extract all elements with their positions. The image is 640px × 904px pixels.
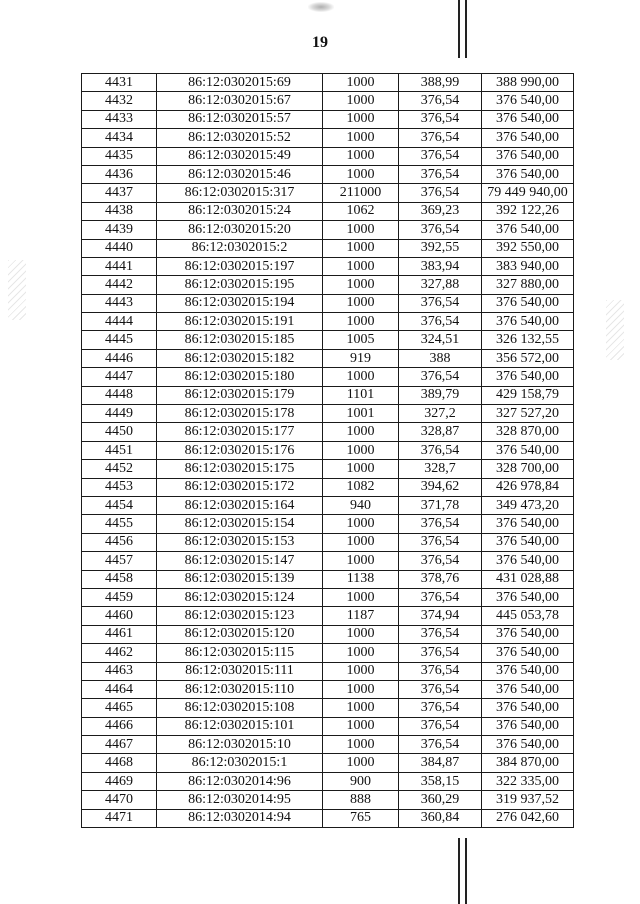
rate-cell: 376,54 (399, 184, 482, 202)
amount-cell: 328 870,00 (482, 423, 574, 441)
cadastral-number-cell: 86:12:0302015:179 (157, 386, 323, 404)
rate-cell: 376,54 (399, 515, 482, 533)
rate-cell: 376,54 (399, 533, 482, 551)
rate-cell: 376,54 (399, 129, 482, 147)
parcel-table-body (82, 74, 574, 828)
table-row (82, 92, 574, 110)
area-cell: 1000 (323, 754, 399, 772)
amount-cell: 376 540,00 (482, 662, 574, 680)
area-cell: 1101 (323, 386, 399, 404)
area-cell: 1000 (323, 662, 399, 680)
table-row (82, 607, 574, 625)
area-cell: 765 (323, 809, 399, 827)
amount-cell: 276 042,60 (482, 809, 574, 827)
amount-cell: 376 540,00 (482, 129, 574, 147)
row-number-cell: 4462 (82, 644, 157, 662)
cadastral-number-cell: 86:12:0302015:194 (157, 294, 323, 312)
rate-cell: 376,54 (399, 368, 482, 386)
row-number-cell: 4467 (82, 736, 157, 754)
table-row (82, 460, 574, 478)
amount-cell: 376 540,00 (482, 147, 574, 165)
area-cell: 1000 (323, 313, 399, 331)
area-cell: 900 (323, 772, 399, 790)
row-number-cell: 4448 (82, 386, 157, 404)
area-cell: 1187 (323, 607, 399, 625)
amount-cell: 388 990,00 (482, 74, 574, 92)
row-number-cell: 4450 (82, 423, 157, 441)
table-row (82, 680, 574, 698)
row-number-cell: 4458 (82, 570, 157, 588)
area-cell: 1000 (323, 257, 399, 275)
cadastral-number-cell: 86:12:0302015:52 (157, 129, 323, 147)
rate-cell: 360,29 (399, 791, 482, 809)
row-number-cell: 4469 (82, 772, 157, 790)
row-number-cell: 4468 (82, 754, 157, 772)
rate-cell: 358,15 (399, 772, 482, 790)
area-cell: 1000 (323, 147, 399, 165)
row-number-cell: 4454 (82, 496, 157, 514)
amount-cell: 376 540,00 (482, 165, 574, 183)
area-cell: 1000 (323, 533, 399, 551)
rate-cell: 376,54 (399, 552, 482, 570)
page-number: 19 (312, 34, 328, 51)
cadastral-number-cell: 86:12:0302015:124 (157, 588, 323, 606)
rate-cell: 376,54 (399, 441, 482, 459)
amount-cell: 384 870,00 (482, 754, 574, 772)
rate-cell: 384,87 (399, 754, 482, 772)
amount-cell: 319 937,52 (482, 791, 574, 809)
area-cell: 1000 (323, 129, 399, 147)
amount-cell: 327 527,20 (482, 405, 574, 423)
cadastral-number-cell: 86:12:0302015:108 (157, 699, 323, 717)
rate-cell: 376,54 (399, 625, 482, 643)
cadastral-number-cell: 86:12:0302015:178 (157, 405, 323, 423)
rate-cell: 327,88 (399, 276, 482, 294)
table-row (82, 772, 574, 790)
area-cell: 211000 (323, 184, 399, 202)
cadastral-number-cell: 86:12:0302015:46 (157, 165, 323, 183)
rate-cell: 388,99 (399, 74, 482, 92)
amount-cell: 376 540,00 (482, 515, 574, 533)
cadastral-number-cell: 86:12:0302015:175 (157, 460, 323, 478)
cadastral-number-cell: 86:12:0302015:120 (157, 625, 323, 643)
rate-cell: 324,51 (399, 331, 482, 349)
area-cell: 1062 (323, 202, 399, 220)
amount-cell: 392 122,26 (482, 202, 574, 220)
cadastral-number-cell: 86:12:0302014:95 (157, 791, 323, 809)
table-row (82, 552, 574, 570)
rate-cell: 360,84 (399, 809, 482, 827)
area-cell: 1000 (323, 515, 399, 533)
amount-cell: 426 978,84 (482, 478, 574, 496)
cadastral-number-cell: 86:12:0302015:195 (157, 276, 323, 294)
cadastral-number-cell: 86:12:0302015:115 (157, 644, 323, 662)
row-number-cell: 4455 (82, 515, 157, 533)
area-cell: 1082 (323, 478, 399, 496)
table-row (82, 313, 574, 331)
amount-cell: 431 028,88 (482, 570, 574, 588)
table-row (82, 386, 574, 404)
table-row (82, 588, 574, 606)
rate-cell: 376,54 (399, 588, 482, 606)
area-cell: 1000 (323, 276, 399, 294)
amount-cell: 376 540,00 (482, 313, 574, 331)
rate-cell: 376,54 (399, 92, 482, 110)
scan-artifact (308, 2, 334, 12)
row-number-cell: 4456 (82, 533, 157, 551)
table-row (82, 129, 574, 147)
cadastral-number-cell: 86:12:0302015:1 (157, 754, 323, 772)
table-row (82, 809, 574, 827)
rate-cell: 376,54 (399, 717, 482, 735)
table-row (82, 368, 574, 386)
row-number-cell: 4441 (82, 257, 157, 275)
cadastral-number-cell: 86:12:0302015:20 (157, 221, 323, 239)
amount-cell: 383 940,00 (482, 257, 574, 275)
area-cell: 1138 (323, 570, 399, 588)
row-number-cell: 4436 (82, 165, 157, 183)
cadastral-number-cell: 86:12:0302015:111 (157, 662, 323, 680)
table-row (82, 74, 574, 92)
table-row (82, 644, 574, 662)
table-row (82, 736, 574, 754)
amount-cell: 326 132,55 (482, 331, 574, 349)
table-row (82, 478, 574, 496)
rate-cell: 376,54 (399, 221, 482, 239)
amount-cell: 376 540,00 (482, 699, 574, 717)
cadastral-number-cell: 86:12:0302015:185 (157, 331, 323, 349)
rate-cell: 383,94 (399, 257, 482, 275)
area-cell: 1000 (323, 717, 399, 735)
row-number-cell: 4443 (82, 294, 157, 312)
cadastral-number-cell: 86:12:0302015:57 (157, 110, 323, 128)
rate-cell: 376,54 (399, 294, 482, 312)
table-row (82, 221, 574, 239)
rate-cell: 369,23 (399, 202, 482, 220)
area-cell: 1000 (323, 92, 399, 110)
area-cell: 1000 (323, 423, 399, 441)
table-row (82, 202, 574, 220)
table-row (82, 533, 574, 551)
amount-cell: 327 880,00 (482, 276, 574, 294)
cadastral-number-cell: 86:12:0302015:153 (157, 533, 323, 551)
amount-cell: 376 540,00 (482, 680, 574, 698)
table-row (82, 662, 574, 680)
cadastral-number-cell: 86:12:0302015:123 (157, 607, 323, 625)
rate-cell: 376,54 (399, 147, 482, 165)
cadastral-number-cell: 86:12:0302015:67 (157, 92, 323, 110)
row-number-cell: 4435 (82, 147, 157, 165)
amount-cell: 445 053,78 (482, 607, 574, 625)
table-row (82, 184, 574, 202)
amount-cell: 376 540,00 (482, 625, 574, 643)
cadastral-number-cell: 86:12:0302015:147 (157, 552, 323, 570)
area-cell: 1000 (323, 165, 399, 183)
row-number-cell: 4442 (82, 276, 157, 294)
table-row (82, 331, 574, 349)
table-row (82, 496, 574, 514)
cadastral-number-cell: 86:12:0302015:197 (157, 257, 323, 275)
row-number-cell: 4439 (82, 221, 157, 239)
rate-cell: 376,54 (399, 736, 482, 754)
row-number-cell: 4447 (82, 368, 157, 386)
rate-cell: 388 (399, 349, 482, 367)
row-number-cell: 4452 (82, 460, 157, 478)
row-number-cell: 4438 (82, 202, 157, 220)
amount-cell: 328 700,00 (482, 460, 574, 478)
cadastral-number-cell: 86:12:0302015:191 (157, 313, 323, 331)
area-cell: 1000 (323, 221, 399, 239)
cadastral-number-cell: 86:12:0302014:96 (157, 772, 323, 790)
area-cell: 1000 (323, 368, 399, 386)
cadastral-number-cell: 86:12:0302015:180 (157, 368, 323, 386)
area-cell: 1000 (323, 110, 399, 128)
cadastral-number-cell: 86:12:0302015:317 (157, 184, 323, 202)
amount-cell: 322 335,00 (482, 772, 574, 790)
row-number-cell: 4465 (82, 699, 157, 717)
amount-cell: 349 473,20 (482, 496, 574, 514)
table-row (82, 791, 574, 809)
row-number-cell: 4459 (82, 588, 157, 606)
area-cell: 1000 (323, 699, 399, 717)
area-cell: 1000 (323, 239, 399, 257)
row-number-cell: 4432 (82, 92, 157, 110)
table-row (82, 625, 574, 643)
area-cell: 888 (323, 791, 399, 809)
table-row (82, 515, 574, 533)
table-row (82, 110, 574, 128)
area-cell: 1005 (323, 331, 399, 349)
row-number-cell: 4446 (82, 349, 157, 367)
amount-cell: 376 540,00 (482, 552, 574, 570)
table-row (82, 699, 574, 717)
area-cell: 1001 (323, 405, 399, 423)
row-number-cell: 4464 (82, 680, 157, 698)
table-row (82, 717, 574, 735)
row-number-cell: 4449 (82, 405, 157, 423)
rate-cell: 376,54 (399, 110, 482, 128)
table-row (82, 276, 574, 294)
amount-cell: 356 572,00 (482, 349, 574, 367)
table-row (82, 441, 574, 459)
cadastral-number-cell: 86:12:0302014:94 (157, 809, 323, 827)
rate-cell: 374,94 (399, 607, 482, 625)
cadastral-number-cell: 86:12:0302015:10 (157, 736, 323, 754)
parcel-table (81, 73, 574, 828)
table-row (82, 754, 574, 772)
amount-cell: 79 449 940,00 (482, 184, 574, 202)
table-row (82, 294, 574, 312)
amount-cell: 376 540,00 (482, 717, 574, 735)
row-number-cell: 4460 (82, 607, 157, 625)
amount-cell: 376 540,00 (482, 110, 574, 128)
area-cell: 1000 (323, 460, 399, 478)
rate-cell: 392,55 (399, 239, 482, 257)
rate-cell: 378,76 (399, 570, 482, 588)
rate-cell: 376,54 (399, 644, 482, 662)
rate-cell: 376,54 (399, 165, 482, 183)
rate-cell: 371,78 (399, 496, 482, 514)
area-cell: 1000 (323, 680, 399, 698)
row-number-cell: 4457 (82, 552, 157, 570)
row-number-cell: 4461 (82, 625, 157, 643)
area-cell: 919 (323, 349, 399, 367)
amount-cell: 376 540,00 (482, 92, 574, 110)
cadastral-number-cell: 86:12:0302015:182 (157, 349, 323, 367)
table-row (82, 349, 574, 367)
amount-cell: 392 550,00 (482, 239, 574, 257)
area-cell: 1000 (323, 736, 399, 754)
row-number-cell: 4466 (82, 717, 157, 735)
row-number-cell: 4453 (82, 478, 157, 496)
amount-cell: 376 540,00 (482, 441, 574, 459)
cadastral-number-cell: 86:12:0302015:24 (157, 202, 323, 220)
cadastral-number-cell: 86:12:0302015:139 (157, 570, 323, 588)
cadastral-number-cell: 86:12:0302015:172 (157, 478, 323, 496)
row-number-cell: 4434 (82, 129, 157, 147)
table-row (82, 570, 574, 588)
amount-cell: 376 540,00 (482, 533, 574, 551)
cadastral-number-cell: 86:12:0302015:69 (157, 74, 323, 92)
cadastral-number-cell: 86:12:0302015:110 (157, 680, 323, 698)
area-cell: 1000 (323, 588, 399, 606)
table-row (82, 147, 574, 165)
table-row (82, 257, 574, 275)
rate-cell: 394,62 (399, 478, 482, 496)
table-row (82, 239, 574, 257)
scan-noise (8, 260, 26, 320)
scan-noise (606, 300, 624, 360)
cadastral-number-cell: 86:12:0302015:101 (157, 717, 323, 735)
row-number-cell: 4440 (82, 239, 157, 257)
row-number-cell: 4431 (82, 74, 157, 92)
rate-cell: 376,54 (399, 680, 482, 698)
table-row (82, 405, 574, 423)
rate-cell: 376,54 (399, 313, 482, 331)
amount-cell: 429 158,79 (482, 386, 574, 404)
row-number-cell: 4444 (82, 313, 157, 331)
cadastral-number-cell: 86:12:0302015:49 (157, 147, 323, 165)
rate-cell: 328,7 (399, 460, 482, 478)
cadastral-number-cell: 86:12:0302015:154 (157, 515, 323, 533)
binding-line (465, 838, 467, 904)
cadastral-number-cell: 86:12:0302015:164 (157, 496, 323, 514)
amount-cell: 376 540,00 (482, 644, 574, 662)
amount-cell: 376 540,00 (482, 221, 574, 239)
cadastral-number-cell: 86:12:0302015:176 (157, 441, 323, 459)
amount-cell: 376 540,00 (482, 368, 574, 386)
table-row (82, 165, 574, 183)
area-cell: 1000 (323, 644, 399, 662)
area-cell: 1000 (323, 552, 399, 570)
area-cell: 1000 (323, 74, 399, 92)
row-number-cell: 4451 (82, 441, 157, 459)
row-number-cell: 4471 (82, 809, 157, 827)
row-number-cell: 4437 (82, 184, 157, 202)
area-cell: 1000 (323, 294, 399, 312)
cadastral-number-cell: 86:12:0302015:177 (157, 423, 323, 441)
cadastral-number-cell: 86:12:0302015:2 (157, 239, 323, 257)
area-cell: 1000 (323, 625, 399, 643)
row-number-cell: 4470 (82, 791, 157, 809)
amount-cell: 376 540,00 (482, 588, 574, 606)
binding-line (458, 838, 460, 904)
area-cell: 940 (323, 496, 399, 514)
rate-cell: 376,54 (399, 699, 482, 717)
amount-cell: 376 540,00 (482, 294, 574, 312)
rate-cell: 327,2 (399, 405, 482, 423)
rate-cell: 376,54 (399, 662, 482, 680)
area-cell: 1000 (323, 441, 399, 459)
row-number-cell: 4433 (82, 110, 157, 128)
row-number-cell: 4463 (82, 662, 157, 680)
rate-cell: 389,79 (399, 386, 482, 404)
amount-cell: 376 540,00 (482, 736, 574, 754)
row-number-cell: 4445 (82, 331, 157, 349)
table-row (82, 423, 574, 441)
rate-cell: 328,87 (399, 423, 482, 441)
